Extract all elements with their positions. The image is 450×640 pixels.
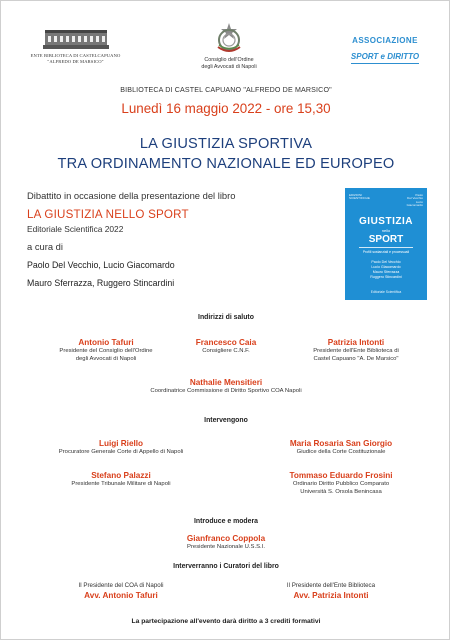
event-title-line1: LA GIUSTIZIA SPORTIVA	[139, 136, 313, 152]
book-authors-line1: Paolo Del Vecchio, Lucio Giacomardo	[27, 260, 175, 270]
person-name: Maria Rosaria San Giorgio	[289, 439, 393, 448]
cover-top-right-2: Del Vecchio	[407, 196, 423, 201]
ordine-caption-line1: Consiglio dell'Ordine	[204, 57, 254, 63]
moderator-heading: Introduce e modera	[194, 518, 258, 525]
person-role: Procuratore Generale Corte di Appello di Napoli	[58, 449, 184, 455]
person-name: Nathalie Mensitieri	[189, 378, 263, 387]
greeting-person	[41, 337, 171, 363]
person-role: Giudice della Corte Costituzionale	[296, 449, 386, 455]
person-role: degli Avvocati di Napoli	[75, 355, 137, 362]
cover-divider	[359, 247, 413, 248]
event-date: Lunedì 16 maggio 2022 - ore 15,30	[121, 101, 331, 116]
cover-author-1: Paolo Del Vecchio	[371, 259, 401, 264]
biblioteca-caption-line2: "ALFREDO DE MARSICO"	[47, 58, 104, 64]
speaker-person	[256, 438, 426, 457]
person-role: Consigliere C.N.F.	[202, 348, 250, 354]
cover-title-mid: nello	[381, 227, 391, 233]
person-role: Università S. Orsola Benincasa	[300, 488, 382, 495]
curator-person	[26, 582, 216, 601]
building-icon	[41, 27, 111, 51]
ordine-caption-line2: degli Avvocati di Napoli	[201, 63, 257, 70]
associazione-logo-line2: SPORT e DIRITTO	[351, 52, 419, 64]
cover-publisher: Editoriale Scientifica	[370, 289, 402, 294]
person-name: Antonio Tafuri	[78, 338, 134, 347]
person-role: Coordinatrice Commissione di Diritto Sportivo COA Napoli	[150, 388, 302, 394]
person-role: Ordinario Diritto Pubblico Comparato	[292, 481, 390, 487]
cover-subtitle: Profili sostanziali e processuali	[362, 249, 410, 254]
cover-author-4: Ruggero Stincardini	[370, 274, 402, 279]
associazione-logo	[339, 36, 431, 64]
person-name: Stefano Palazzi	[91, 471, 151, 480]
person-name: Avv. Patrizia Intonti	[293, 591, 369, 600]
book-publisher: Editoriale Scientifica 2022	[27, 224, 124, 234]
greeting-person	[161, 337, 291, 356]
person-name: Luigi Riello	[98, 439, 144, 448]
curators-heading: Interverranno i Curatori del libro	[173, 563, 279, 570]
person-role: Castel Capuano "A. De Marsico"	[313, 355, 399, 362]
credits-note: La partecipazione all'evento darà diritto a 3 crediti formativi	[131, 618, 321, 625]
associazione-logo-line1: ASSOCIAZIONE	[352, 36, 418, 45]
person-name: Tommaso Eduardo Frosini	[289, 471, 393, 480]
speaker-person	[256, 470, 426, 496]
greetings-heading: Indirizzi di saluto	[198, 314, 254, 321]
ordine-avvocati-logo	[181, 21, 277, 71]
curator-person	[236, 582, 426, 601]
venue: BIBLIOTECA DI CASTEL CAPUANO "ALFREDO DE MARSICO"	[120, 86, 332, 94]
book-authors-line2: Mauro Sferrazza, Ruggero Stincardini	[27, 278, 175, 288]
person-role: Il Presidente del COA di Napoli	[78, 582, 164, 589]
person-name: Francesco Caia	[195, 338, 257, 347]
person-role: Presidente Tribunale Militare di Napoli	[71, 481, 171, 487]
curated-by: a cura di	[27, 241, 63, 252]
speaker-person	[36, 470, 206, 489]
book-intro: Dibattito in occasione della presentazione del libro	[27, 190, 236, 201]
person-name: Patrizia Intonti	[327, 338, 385, 347]
republic-emblem-icon	[214, 21, 244, 55]
biblioteca-caption-line1: ENTE BIBLIOTECA DI CASTELCAPUANO	[30, 53, 121, 58]
cover-author-3: Mauro Sferrazza	[372, 269, 400, 274]
biblioteca-logo	[23, 27, 128, 64]
cover-author-2: Lucio Giacomardo	[371, 264, 401, 269]
person-role: Presidente Nazionale U.S.S.I.	[187, 544, 265, 550]
greeting-person	[286, 337, 426, 363]
cover-title-line1: GIUSTIZIA	[359, 215, 413, 227]
person-name: Avv. Antonio Tafuri	[84, 591, 158, 600]
book-title: LA GIUSTIZIA NELLO SPORT	[27, 208, 189, 221]
cover-top-right-3: Lucio	[415, 199, 423, 204]
cover-top-left-1: EDIZIONI	[349, 193, 363, 197]
cover-top-right-4: Giacomardo	[406, 203, 423, 208]
book-cover	[345, 188, 427, 300]
cover-top-right-1: Paolo	[415, 193, 423, 197]
greeting-person	[91, 377, 361, 396]
person-name: Gianfranco Coppola	[186, 534, 266, 543]
person-role: Presidente dell'Ente Biblioteca di	[313, 348, 399, 354]
person-role: Il Presidente dell'Ente Biblioteca	[286, 582, 376, 589]
cover-top-left-2: SCIENTIFICHE	[349, 196, 370, 201]
speaker-person	[36, 438, 206, 457]
cover-title-line2: SPORT	[368, 233, 404, 245]
moderator-person	[126, 533, 326, 552]
event-title-line2: TRA ORDINAMENTO NAZIONALE ED EUROPEO	[57, 156, 395, 172]
person-role: Presidente del Consiglio dell'Ordine	[59, 348, 153, 354]
speakers-heading: Intervengono	[204, 417, 248, 424]
